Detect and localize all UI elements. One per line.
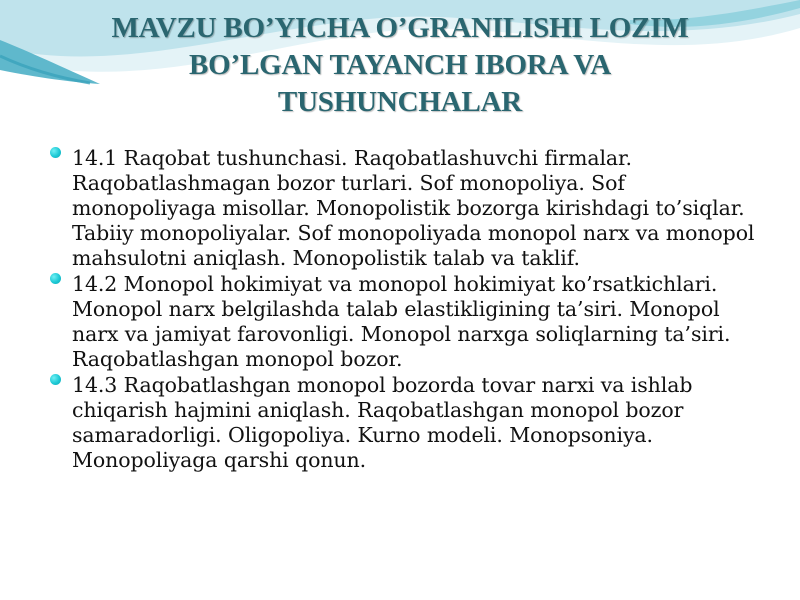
list-item (50, 146, 762, 271)
title-line-2: BO’LGAN TAYANCH IBORA VA (188, 49, 611, 81)
bullet-dot-icon (50, 374, 61, 385)
list-item-text: 14.1 Raqobat tushunchasi. Raqobatlashuvchi firmalar. Raqobatlashmagan bozor turlari. Sof monopoliya. Sof monopoliyaga misollar. Monopolistik bozorga kirishdagi to’siqlar. Tabiiy monopoliyalar. Sof monopoliyada monopol narx va monopol mahsulotni aniqlash. Monopolistik talab va taklif. (72, 146, 755, 270)
list-item (50, 272, 762, 372)
title-line-3: TUSHUNCHALAR (277, 86, 523, 118)
list-item-text: 14.2 Monopol hokimiyat va monopol hokimiyat ko’rsatkichlari. Monopol narx belgilashda talab elastikligining ta’siri. Monopol narx va jamiyat farovonligi. Monopol narxga soliqlarning ta’siri. Raqobatlashgan monopol bozor. (72, 272, 731, 371)
list-item (50, 373, 762, 473)
slide-title (40, 10, 760, 121)
topic-list (50, 146, 762, 474)
list-item-text: 14.3 Raqobatlashgan monopol bozorda tovar narxi va ishlab chiqarish hajmini aniqlash. Raqobatlashgan monopol bozor samaradorligi. Oligopoliya. Kurno modeli. Monopsoniya. Monopoliyaga qarshi qonun. (72, 373, 693, 472)
bullet-dot-icon (50, 273, 61, 284)
bullet-dot-icon (50, 147, 61, 158)
title-line-1: MAVZU BO’YICHA O’GRANILISHI LOZIM (111, 12, 689, 44)
